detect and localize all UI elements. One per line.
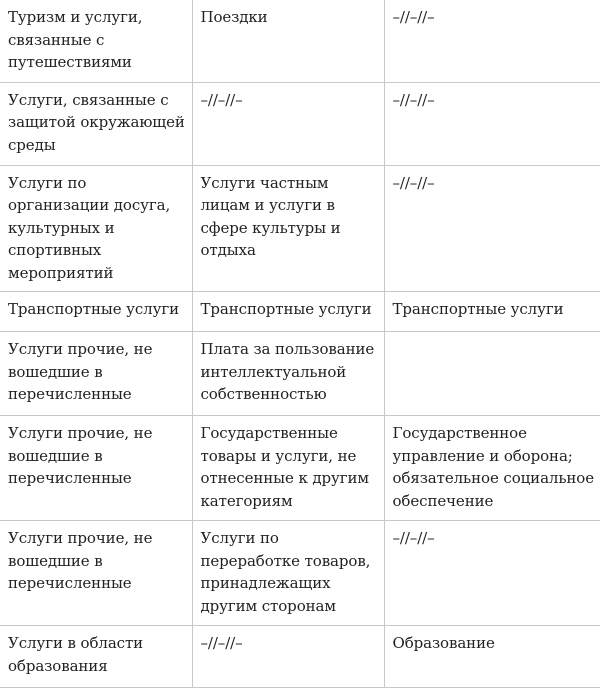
table-cell: Услуги по организации досуга, культурных и спортивных мероприятий: [0, 165, 192, 292]
table-cell: Государственное управление и оборона; обязательное социальное обеспечение: [384, 416, 600, 521]
table-row: [0, 416, 600, 521]
table-cell: –//–//–: [384, 0, 600, 82]
table-row: [0, 82, 600, 165]
table-row: [0, 0, 600, 82]
table-row: [0, 165, 600, 292]
table-cell: Образование: [384, 626, 600, 688]
table-cell: [384, 332, 600, 416]
table-row: [0, 332, 600, 416]
table-cell: Услуги по переработке товаров, принадлежащих другим сторонам: [192, 521, 384, 626]
table-cell: Услуги в области образования: [0, 626, 192, 688]
table-cell: –//–//–: [384, 521, 600, 626]
table-cell: Поездки: [192, 0, 384, 82]
table-cell: Плата за пользование интеллектуальной собственностью: [192, 332, 384, 416]
table-cell: –//–//–: [384, 165, 600, 292]
table-cell: –//–//–: [192, 626, 384, 688]
table-cell: Государственные товары и услуги, не отнесенные к другим категориям: [192, 416, 384, 521]
table-row: [0, 626, 600, 688]
table-row: [0, 521, 600, 626]
table-cell: Услуги прочие, не вошедшие в перечисленные: [0, 521, 192, 626]
table-cell: Транспортные услуги: [384, 292, 600, 332]
table-cell: Транспортные услуги: [0, 292, 192, 332]
table-row: [0, 292, 600, 332]
table-cell: Услуги, связанные с защитой окружающей среды: [0, 82, 192, 165]
table-cell: –//–//–: [384, 82, 600, 165]
table-cell: Услуги прочие, не вошедшие в перечисленные: [0, 332, 192, 416]
table-cell: Туризм и услуги, связанные с путешествиями: [0, 0, 192, 82]
table-cell: Услуги частным лицам и услуги в сфере культуры и отдыха: [192, 165, 384, 292]
table-cell: Услуги прочие, не вошедшие в перечисленные: [0, 416, 192, 521]
table-cell: –//–//–: [192, 82, 384, 165]
table-cell: Транспортные услуги: [192, 292, 384, 332]
